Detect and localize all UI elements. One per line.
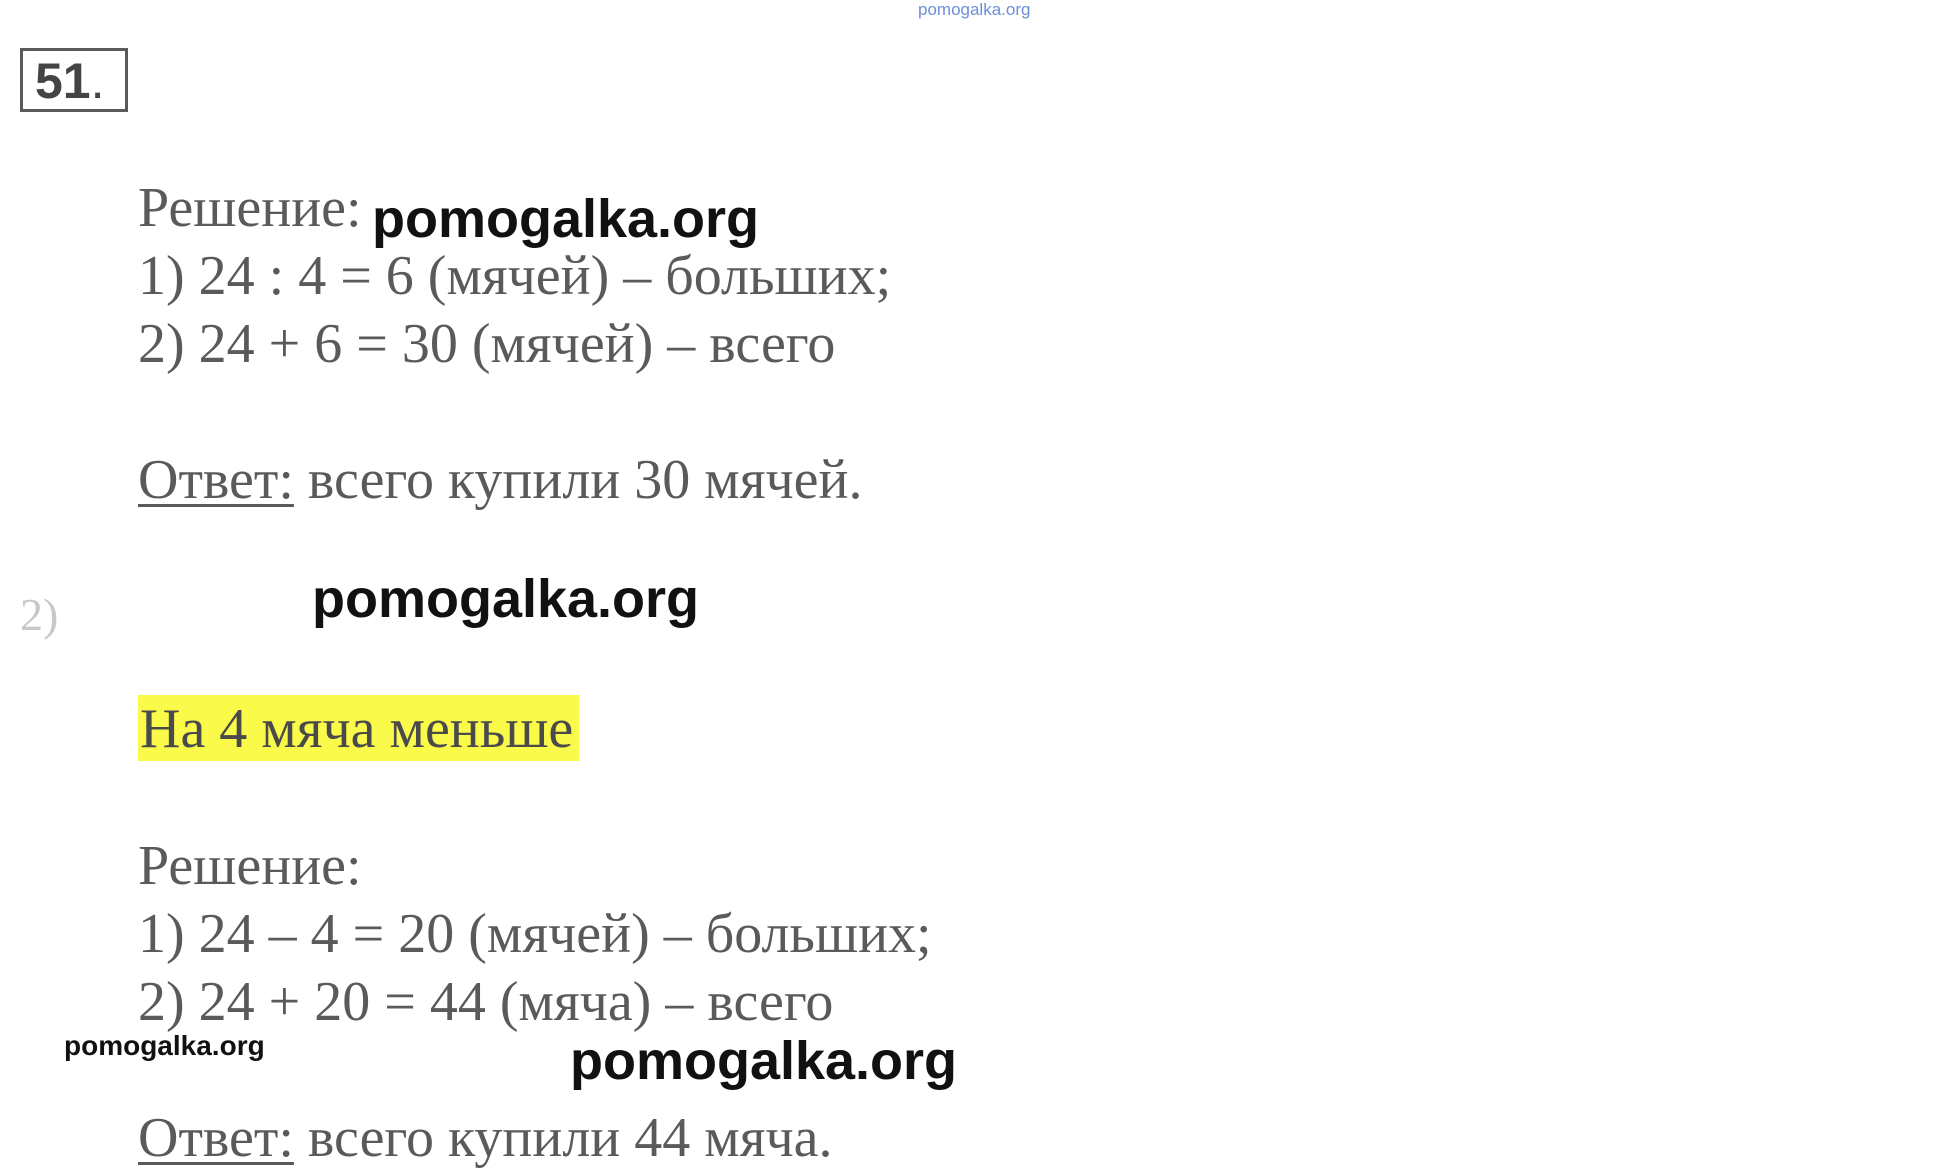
part2-answer-text: всего купили 44 мяча. xyxy=(293,1107,833,1169)
problem-number-box xyxy=(20,48,128,112)
part2-label: 2) xyxy=(20,589,59,640)
part2-highlight: На 4 мяча меньше xyxy=(138,695,579,761)
part2-step2: 2) 24 + 20 = 44 (мяча) – всего xyxy=(138,971,834,1033)
part2-step1: 1) 24 – 4 = 20 (мячей) – больших; xyxy=(138,903,932,965)
top-watermark: pomogalka.org xyxy=(918,0,1031,19)
watermark-4: pomogalka.org xyxy=(570,1031,958,1091)
watermark-1: pomogalka.org xyxy=(372,189,760,249)
part2-solution-label: Решение: xyxy=(138,835,362,897)
part1-solution-label: Решение: xyxy=(138,177,362,239)
part1-answer-label: Ответ: xyxy=(138,449,294,511)
watermark-2: pomogalka.org xyxy=(312,569,700,629)
part2-answer-label: Ответ: xyxy=(138,1107,294,1169)
part1-answer-text: всего купили 30 мячей. xyxy=(293,449,863,511)
problem-number-dot: . xyxy=(90,53,105,109)
part1-answer xyxy=(138,449,863,511)
problem-number: 51 xyxy=(35,53,91,109)
part1-step1: 1) 24 : 4 = 6 (мячей) – больших; xyxy=(138,245,892,307)
part2-answer xyxy=(138,1107,833,1169)
part1-step2: 2) 24 + 6 = 30 (мячей) – всего xyxy=(138,313,836,375)
watermark-3: pomogalka.org xyxy=(64,1030,265,1061)
